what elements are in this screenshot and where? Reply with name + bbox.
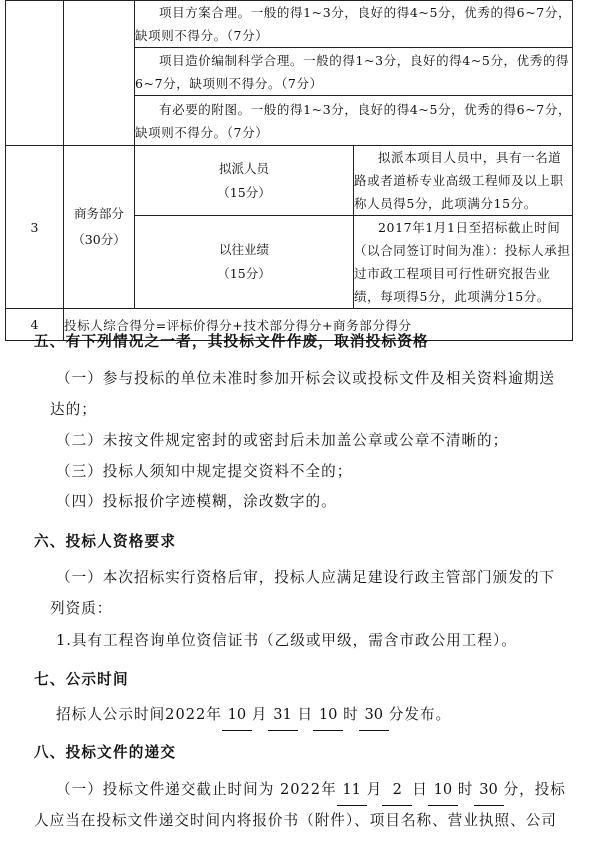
unit-label: 时 bbox=[457, 781, 474, 798]
announce-text: 招标人公示时间2022年 bbox=[56, 706, 222, 723]
paragraph bbox=[34, 775, 590, 806]
row-number: 3 bbox=[30, 219, 39, 235]
list-item: （二）未按文件规定密封的或密封后未加盖公章或公章不清晰的； bbox=[56, 432, 509, 449]
row-number-cell bbox=[6, 1, 64, 146]
category-cell bbox=[64, 1, 135, 146]
unit-label: 时 bbox=[343, 706, 359, 723]
paragraph: 达的； bbox=[50, 401, 97, 418]
list-item: （一）本次招标实行资格后审，投标人应满足建设行政主管部门颁发的下 bbox=[56, 569, 556, 586]
category-cell bbox=[64, 146, 135, 309]
deadline-month: 11 bbox=[337, 775, 367, 806]
unit-label: 月 bbox=[366, 781, 383, 798]
section-heading-7: 七、公示时间 bbox=[34, 671, 129, 688]
final-score-formula: 投标人综合得分=评标价得分+技术部分得分+商务部分得分 bbox=[64, 309, 573, 341]
criterion-text-5: 2017年1月1日至招标截止时间（以合同签订时间为准）：投标人承担过市政工程项目可行性研究报告业绩，每项得5分，此项满分15分。 bbox=[354, 220, 571, 304]
deadline-text: （一）投标文件递交截止时间为 2022年 bbox=[56, 781, 337, 798]
criterion-text bbox=[354, 146, 573, 216]
criterion-text bbox=[135, 1, 573, 48]
subcategory-cell bbox=[135, 216, 354, 309]
criterion-text bbox=[135, 96, 573, 146]
criterion-text-2: 项目造价编制科学合理。一般的得1~3分，良好的得4~5分，优秀的得6~7分，缺项则不得分。（7分） bbox=[135, 52, 570, 91]
deadline-hour: 10 bbox=[428, 775, 458, 806]
subcategory-label: 以往业绩 bbox=[218, 242, 269, 257]
category-label: 商务部分 bbox=[73, 206, 124, 221]
deadline-minute: 30 bbox=[474, 775, 504, 806]
list-item: （三）投标人须知中规定提交资料不全的； bbox=[56, 463, 353, 480]
criterion-text-1: 项目方案合理。一般的得1~3分，良好的得4~5分，优秀的得6~7分，缺项则不得分。（7分） bbox=[135, 5, 572, 43]
criterion-text bbox=[135, 48, 573, 96]
scoring-table bbox=[5, 0, 573, 341]
category-score: （30分） bbox=[72, 232, 126, 247]
paragraph: 列资质： bbox=[50, 600, 113, 617]
paragraph bbox=[34, 700, 590, 731]
paragraph bbox=[34, 626, 590, 656]
row-number: 4 bbox=[30, 317, 39, 332]
subcategory-label: 拟派人员 bbox=[218, 160, 269, 176]
announce-text-end: 分发布。 bbox=[388, 706, 452, 723]
announce-hour: 10 bbox=[313, 700, 343, 731]
deadline-text-end: 分，投标 bbox=[503, 781, 566, 798]
list-item: （四）投标报价字迹模糊，涂改数字的。 bbox=[56, 493, 337, 510]
subcategory-score: （15分） bbox=[217, 266, 271, 281]
announce-month: 10 bbox=[222, 700, 252, 731]
criterion-text-3: 有必要的附图。一般的得1~3分，良好的得4~5分，优秀的得6~7分，缺项则不得分。（7分） bbox=[135, 101, 572, 140]
list-item: 1.具有工程咨询单位资信证书（乙级或甲级，需含市政公用工程）。 bbox=[56, 632, 517, 649]
unit-label: 月 bbox=[251, 706, 268, 723]
unit-label: 日 bbox=[412, 781, 428, 798]
announce-minute: 30 bbox=[359, 700, 389, 731]
table-row bbox=[6, 146, 573, 216]
paragraph bbox=[34, 487, 590, 517]
subcategory-score: （15分） bbox=[217, 184, 271, 200]
announce-day: 31 bbox=[268, 700, 298, 731]
criterion-text-4: 拟派本项目人员中，具有一名道路或者道桥专业高级工程师及以上职称人员得5分，此项满分15分。 bbox=[354, 150, 564, 211]
unit-label: 日 bbox=[297, 706, 314, 723]
paragraph bbox=[34, 457, 590, 487]
deadline-day: 2 bbox=[382, 775, 412, 806]
row-number-cell bbox=[6, 146, 64, 309]
paragraph: 人应当在投标文件递交时间内将报价书（附件）、项目名称、营业执照、公司 bbox=[34, 812, 557, 829]
section-heading-6: 六、投标人资格要求 bbox=[34, 533, 177, 550]
list-item: （一）参与投标的单位未准时参加开标会议或投标文件及相关资料逾期送 bbox=[56, 370, 556, 387]
table-row bbox=[6, 1, 573, 48]
subcategory-cell bbox=[135, 146, 354, 216]
section-heading-5: 五、有下列情况之一者，其投标文件作废，取消投标资格 bbox=[34, 333, 429, 350]
paragraph bbox=[34, 426, 590, 456]
section-heading-8: 八、投标文件的递交 bbox=[34, 744, 177, 761]
paragraph bbox=[34, 364, 590, 394]
criterion-text bbox=[354, 216, 573, 309]
paragraph bbox=[34, 563, 590, 593]
